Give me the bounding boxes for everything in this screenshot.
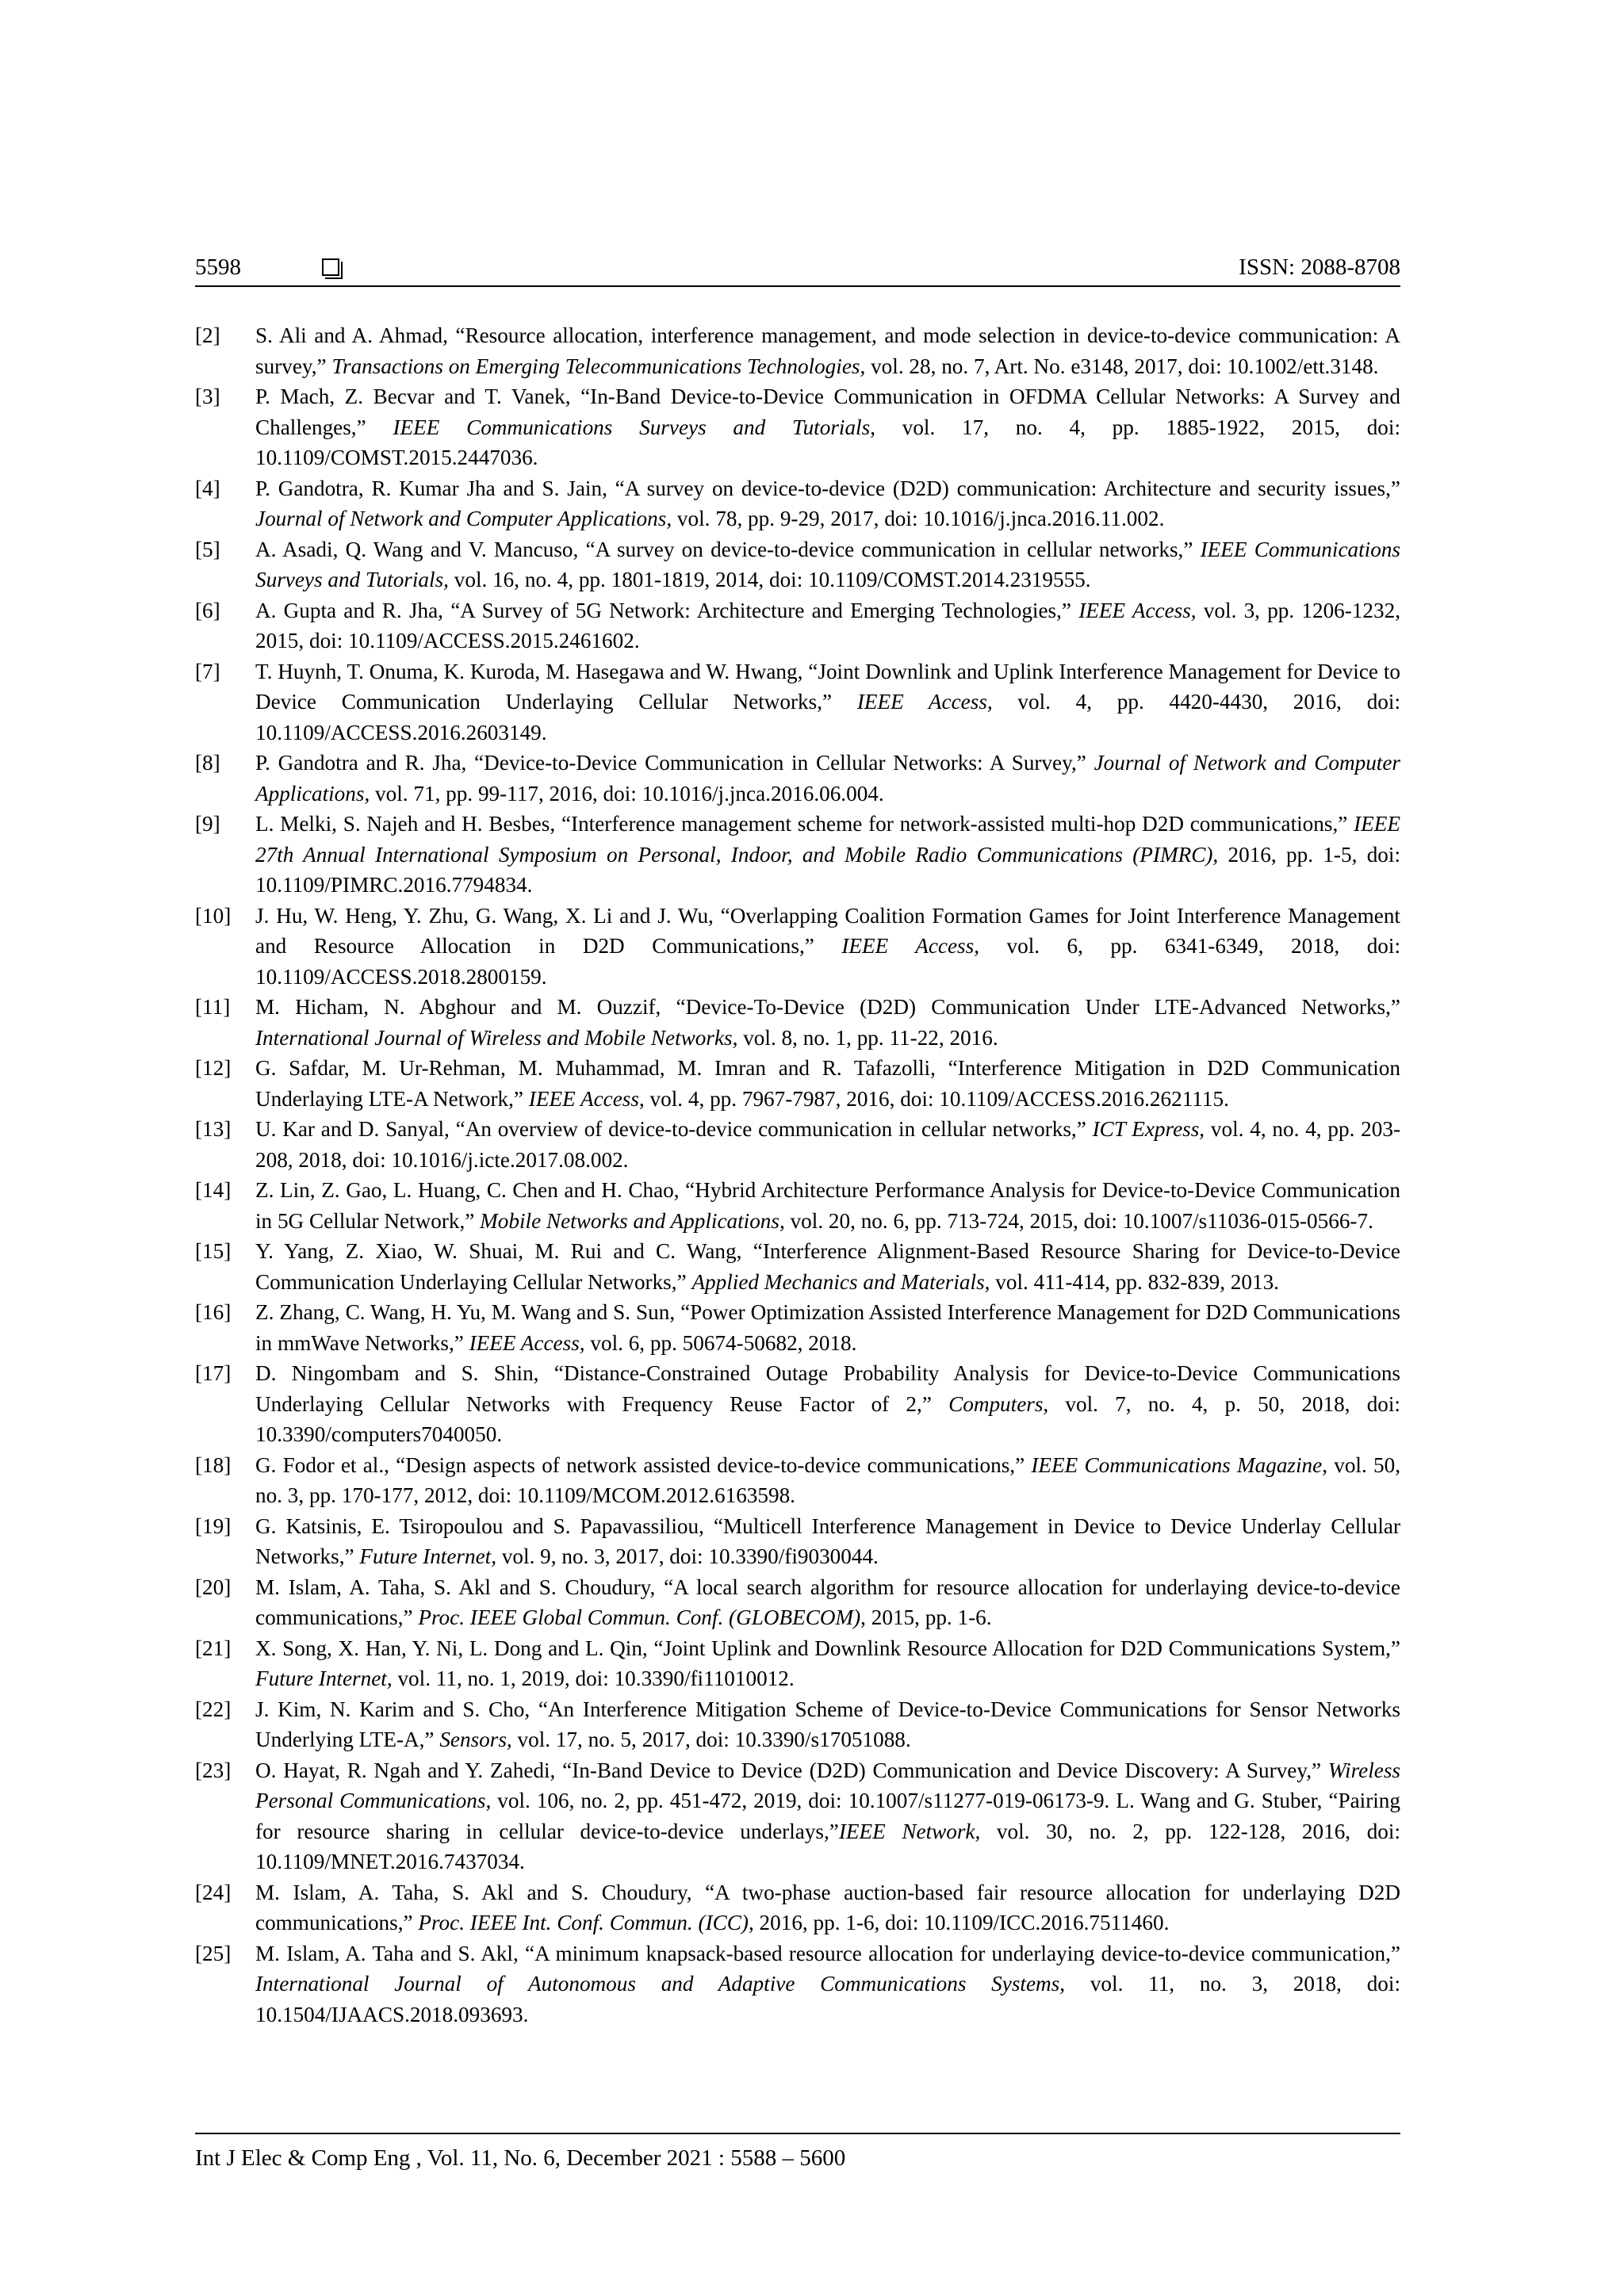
reference-segment: vol. 411-414, pp. 832-839, 2013. — [990, 1269, 1279, 1294]
reference-number: [13] — [195, 1117, 232, 1141]
reference-segment: vol. 20, no. 6, pp. 713-724, 2015, doi: 10.1007/s11036-015-0566-7. — [784, 1208, 1373, 1233]
reference-segment: vol. 78, pp. 9-29, 2017, doi: 10.1016/j.jnca.2016.11.002. — [672, 507, 1165, 530]
reference-number: [25] — [195, 1941, 232, 1965]
reference-segment: vol. 6, pp. 50674-50682, 2018. — [584, 1330, 857, 1355]
reference-item — [195, 1450, 1400, 1511]
reference-item — [195, 534, 1400, 595]
reference-item — [195, 595, 1400, 656]
reference-number: [24] — [195, 1880, 232, 1904]
reference-item — [195, 473, 1400, 534]
page-footer — [195, 2133, 1400, 2172]
reference-venue: IEEE Access — [528, 1086, 639, 1111]
reference-venue: Wireless Personal Communications, — [255, 1758, 1400, 1812]
reference-number: [17] — [195, 1361, 232, 1385]
reference-segment: vol. 8, no. 1, pp. 11-22, 2016. — [737, 1025, 998, 1050]
reference-text — [255, 381, 1400, 473]
reference-number: [22] — [195, 1697, 232, 1721]
reference-segment: 2016, pp. 1-6, doi: 10.1109/ICC.2016.7511460. — [753, 1911, 1170, 1934]
reference-segment: J. Hu, W. Heng, Y. Zhu, G. Wang, X. Li and J. Wu, “Overlapping Coalition Formation Games for Joint Interference Management and Resource Allocation in D2D Communications,” — [255, 903, 1400, 958]
page-number: 5598 — [195, 254, 241, 280]
reference-segment: G. Safdar, M. Ur-Rehman, M. Muhammad, M. Imran and R. Tafazolli, “Interference Mitigation in D2D Communication Underlaying LTE-A Network,” — [255, 1056, 1400, 1111]
reference-number: [4] — [195, 476, 220, 500]
reference-number: [20] — [195, 1575, 232, 1599]
reference-segment: 2016, pp. 1-5, doi: 10.1109/PIMRC.2016.7794834. — [255, 842, 1400, 897]
reference-text — [255, 1694, 1400, 1755]
reference-segment: U. Kar and D. Sanyal, “An overview of device-to-device communication in cellular networks,” — [255, 1117, 1093, 1141]
reference-item — [195, 320, 1400, 381]
reference-venue: Future Internet, — [359, 1544, 497, 1568]
reference-text — [255, 1358, 1400, 1450]
reference-venue: Future Internet, — [255, 1667, 393, 1690]
reference-number: [10] — [195, 903, 232, 928]
reference-item — [195, 1236, 1400, 1297]
reference-venue: Sensors, — [439, 1728, 512, 1751]
reference-segment: vol. 50, no. 3, pp. 170-177, 2012, doi: 10.1109/MCOM.2012.6163598. — [255, 1452, 1400, 1507]
reference-segment: D. Ningombam and S. Shin, “Distance-Constrained Outage Probability Analysis for Device-to-Device Communications Underlaying Cellular Networks with Frequency Reuse Factor of 2,” — [255, 1361, 1400, 1416]
reference-segment: vol. 71, pp. 99-117, 2016, doi: 10.1016/j.jnca.2016.06.004. — [370, 781, 884, 806]
reference-number: [12] — [195, 1056, 232, 1080]
reference-text — [255, 992, 1400, 1053]
reference-venue: International Journal of Autonomous and Adaptive Communications Systems, — [255, 1972, 1066, 1996]
reference-number: [5] — [195, 537, 220, 561]
reference-segment: T. Huynh, T. Onuma, K. Kuroda, M. Hasegawa and W. Hwang, “Joint Downlink and Uplink Interference Management for Device to Device Communication Underlaying Cellular Networks,” — [255, 659, 1400, 714]
reference-number: [18] — [195, 1452, 232, 1477]
reference-number: [7] — [195, 659, 220, 683]
reference-number: [2] — [195, 323, 220, 347]
reference-number: [3] — [195, 385, 220, 408]
reference-segment: vol. 9, no. 3, 2017, doi: 10.3390/fi9030044. — [496, 1544, 879, 1568]
reference-segment: P. Mach, Z. Becvar and T. Vanek, “In-Band Device-to-Device Communication in OFDMA Cellular Networks: A Survey and Challenges,” — [255, 385, 1400, 439]
reference-item — [195, 1358, 1400, 1450]
reference-segment: M. Islam, A. Taha and S. Akl, “A minimum knapsack-based resource allocation for underlaying device-to-device communication,” — [255, 1941, 1400, 1965]
reference-venue: Journal of Network and Computer Applications, — [255, 751, 1400, 806]
reference-text — [255, 473, 1400, 534]
reference-item — [195, 1175, 1400, 1236]
page-header — [195, 252, 1400, 287]
reference-text — [255, 748, 1400, 809]
reference-segment: vol. 11, no. 1, 2019, doi: 10.3390/fi11010012. — [392, 1667, 795, 1690]
reference-segment: vol. 6, pp. 6341-6349, 2018, doi: 10.1109/ACCESS.2018.2800159. — [255, 934, 1400, 989]
reference-segment: J. Kim, N. Karim and S. Cho, “An Interference Mitigation Scheme of Device-to-Device Communications for Sensor Networks Underlying LTE-A,” — [255, 1697, 1400, 1751]
reference-segment: O. Hayat, R. Ngah and Y. Zahedi, “In-Band Device to Device (D2D) Communication and Device Discovery: A Survey,” — [255, 1758, 1328, 1782]
reference-number: [21] — [195, 1636, 232, 1660]
reference-text — [255, 1633, 1400, 1694]
reference-text — [255, 595, 1400, 656]
reference-text — [255, 1114, 1400, 1175]
reference-item — [195, 381, 1400, 473]
reference-segment: P. Gandotra and R. Jha, “Device-to-Device Communication in Cellular Networks: A Survey,” — [255, 751, 1094, 775]
reference-segment: vol. 16, no. 4, pp. 1801-1819, 2014, doi: 10.1109/COMST.2014.2319555. — [448, 568, 1091, 591]
reference-number: [16] — [195, 1300, 232, 1324]
reference-segment: vol. 4, no. 4, pp. 203-208, 2018, doi: 10.1016/j.icte.2017.08.002. — [255, 1117, 1401, 1172]
reference-venue: Transactions on Emerging Telecommunications Technologies, — [331, 354, 866, 378]
reference-segment: S. Ali and A. Ahmad, “Resource allocation, interference management, and mode selection in device-to-device communication: A survey,” — [255, 323, 1400, 378]
reference-venue: Computers, — [948, 1391, 1049, 1416]
reference-segment: vol. 30, no. 2, pp. 122-128, 2016, doi: 10.1109/MNET.2016.7437034. — [255, 1819, 1400, 1873]
reference-item — [195, 1053, 1400, 1114]
reference-item — [195, 1633, 1400, 1694]
reference-venue: IEEE Access, — [1078, 598, 1197, 622]
reference-text — [255, 1053, 1400, 1114]
reference-segment: vol. 11, no. 3, 2018, doi: 10.1504/IJAACS.2018.093693. — [255, 1972, 1400, 2026]
reference-number: [14] — [195, 1178, 232, 1202]
reference-segment: , 2015, pp. 1-6. — [860, 1605, 992, 1629]
reference-segment: M. Hicham, N. Abghour and M. Ouzzif, “Device-To-Device (D2D) Communication Under LTE-Advanced Networks,” — [255, 995, 1400, 1019]
reference-item — [195, 1755, 1400, 1877]
reference-segment: M. Islam, A. Taha, S. Akl and S. Choudury, “A local search algorithm for resource allocation for underlaying device-to-device communications,” — [255, 1575, 1400, 1629]
reference-item — [195, 1114, 1400, 1175]
issn-label: ISSN: 2088-8708 — [1239, 254, 1400, 280]
reference-item — [195, 1572, 1400, 1633]
reference-text — [255, 1572, 1400, 1633]
reference-text — [255, 1297, 1400, 1358]
reference-segment: vol. 7, no. 4, p. 50, 2018, doi: 10.3390/computers7040050. — [255, 1391, 1400, 1446]
reference-segment: P. Gandotra, R. Kumar Jha and S. Jain, “A survey on device-to-device (D2D) communication: Architecture and security issues,” — [255, 476, 1400, 500]
reference-number: [8] — [195, 751, 220, 775]
reference-venue: Mobile Networks and Applications, — [480, 1208, 785, 1233]
reference-item — [195, 901, 1400, 993]
reference-item — [195, 1694, 1400, 1755]
reference-venue: International Journal of Wireless and Mobile Networks, — [255, 1025, 738, 1050]
reference-text — [255, 1755, 1400, 1877]
reference-segment: Z. Zhang, C. Wang, H. Yu, M. Wang and S. Sun, “Power Optimization Assisted Interference Management for D2D Communications in mmWave Networks,” — [255, 1300, 1400, 1355]
reference-venue: IEEE Communications Surveys and Tutorials — [393, 415, 871, 439]
reference-number: [23] — [195, 1758, 232, 1782]
reference-text — [255, 534, 1400, 595]
reference-venue: Journal of Network and Computer Applications, — [255, 507, 672, 530]
reference-venue: IEEE Access, — [841, 934, 979, 958]
reference-venue: IEEE Communications Magazine, — [1031, 1452, 1328, 1477]
reference-text — [255, 1511, 1400, 1572]
reference-text — [255, 1938, 1400, 2030]
reference-venue: IEEE 27th Annual International Symposium on Personal, Indoor, and Mobile Radio Communications (PIMRC), — [255, 812, 1400, 867]
reference-text — [255, 809, 1400, 901]
reference-number: [19] — [195, 1513, 232, 1538]
reference-segment: Z. Lin, Z. Gao, L. Huang, C. Chen and H. Chao, “Hybrid Architecture Performance Analysis for Device-to-Device Communication in 5G Cellular Network,” — [255, 1178, 1400, 1233]
reference-segment: , vol. 17, no. 4, pp. 1885-1922, 2015, doi: 10.1109/COMST.2015.2447036. — [255, 415, 1401, 469]
reference-segment: L. Melki, S. Najeh and H. Besbes, “Interference management scheme for network-assisted multi-hop D2D communications,” — [255, 812, 1354, 836]
reference-segment: M. Islam, A. Taha, S. Akl and S. Choudury, “A two-phase auction-based fair resource allocation for underlaying D2D communications,” — [255, 1880, 1400, 1934]
footer-citation: Int J Elec & Comp Eng , Vol. 11, No. 6, December 2021 : 5588 – 5600 — [195, 2145, 846, 2171]
reference-venue: IEEE Network, — [838, 1819, 981, 1843]
reference-segment: X. Song, X. Han, Y. Ni, L. Dong and L. Qin, “Joint Uplink and Downlink Resource Allocation for D2D Communications System,” — [255, 1636, 1400, 1660]
reference-venue: IEEE Access, — [469, 1330, 585, 1355]
reference-segment: , vol. 4, pp. 7967-7987, 2016, doi: 10.1109/ACCESS.2016.2621115. — [638, 1086, 1229, 1111]
reference-segment: vol. 106, no. 2, pp. 451-472, 2019, doi: 10.1007/s11277-019-06173-9. L. Wang and G. Stuber, “Pairing for resource sharing in cellular device-to-device underlays,” — [255, 1789, 1400, 1843]
reference-item — [195, 1297, 1400, 1358]
reference-venue: ICT Express, — [1092, 1117, 1205, 1141]
reference-segment: vol. 28, no. 7, Art. No. e3148, 2017, doi: 10.1002/ett.3148. — [865, 354, 1379, 378]
reference-number: [11] — [195, 995, 231, 1019]
reference-item — [195, 809, 1400, 901]
reference-text — [255, 1175, 1400, 1236]
reference-text — [255, 656, 1400, 748]
reference-text — [255, 1877, 1400, 1938]
reference-segment: G. Katsinis, E. Tsiropoulou and S. Papavassiliou, “Multicell Interference Management in Device to Device Underlay Cellular Networks,” — [255, 1513, 1400, 1568]
reference-segment: vol. 17, no. 5, 2017, doi: 10.3390/s17051088. — [511, 1728, 911, 1751]
reference-segment: A. Asadi, Q. Wang and V. Mancuso, “A survey on device-to-device communication in cellular networks,” — [255, 537, 1201, 561]
reference-text — [255, 1236, 1400, 1297]
reference-number: [9] — [195, 812, 220, 836]
reference-text — [255, 1450, 1400, 1511]
reference-item — [195, 1938, 1400, 2030]
reference-segment: A. Gupta and R. Jha, “A Survey of 5G Network: Architecture and Emerging Technologies,” — [255, 598, 1079, 622]
reference-venue: IEEE Access, — [856, 690, 993, 714]
reference-text — [255, 901, 1400, 993]
reference-segment: vol. 3, pp. 1206-1232, 2015, doi: 10.1109/ACCESS.2015.2461602. — [255, 598, 1401, 652]
box-icon — [322, 258, 339, 276]
reference-item — [195, 992, 1400, 1053]
reference-segment: G. Fodor et al., “Design aspects of network assisted device-to-device communications,” — [255, 1452, 1032, 1477]
reference-venue: Applied Mechanics and Materials, — [691, 1269, 990, 1294]
reference-text — [255, 320, 1400, 381]
reference-venue: Proc. IEEE Int. Conf. Commun. (ICC), — [418, 1911, 754, 1934]
reference-item — [195, 656, 1400, 748]
reference-item — [195, 748, 1400, 809]
reference-segment: vol. 4, pp. 4420-4430, 2016, doi: 10.1109/ACCESS.2016.2603149. — [255, 690, 1400, 744]
reference-item — [195, 1511, 1400, 1572]
reference-segment: Y. Yang, Z. Xiao, W. Shuai, M. Rui and C. Wang, “Interference Alignment-Based Resource Sharing for Device-to-Device Communication Underlaying Cellular Networks,” — [255, 1239, 1400, 1294]
reference-venue: Proc. IEEE Global Commun. Conf. (GLOBECOM) — [418, 1605, 861, 1629]
reference-number: [6] — [195, 598, 220, 622]
reference-venue: IEEE Communications Surveys and Tutorials, — [255, 537, 1400, 591]
reference-number: [15] — [195, 1239, 232, 1263]
reference-list — [195, 320, 1400, 2030]
reference-item — [195, 1877, 1400, 1938]
